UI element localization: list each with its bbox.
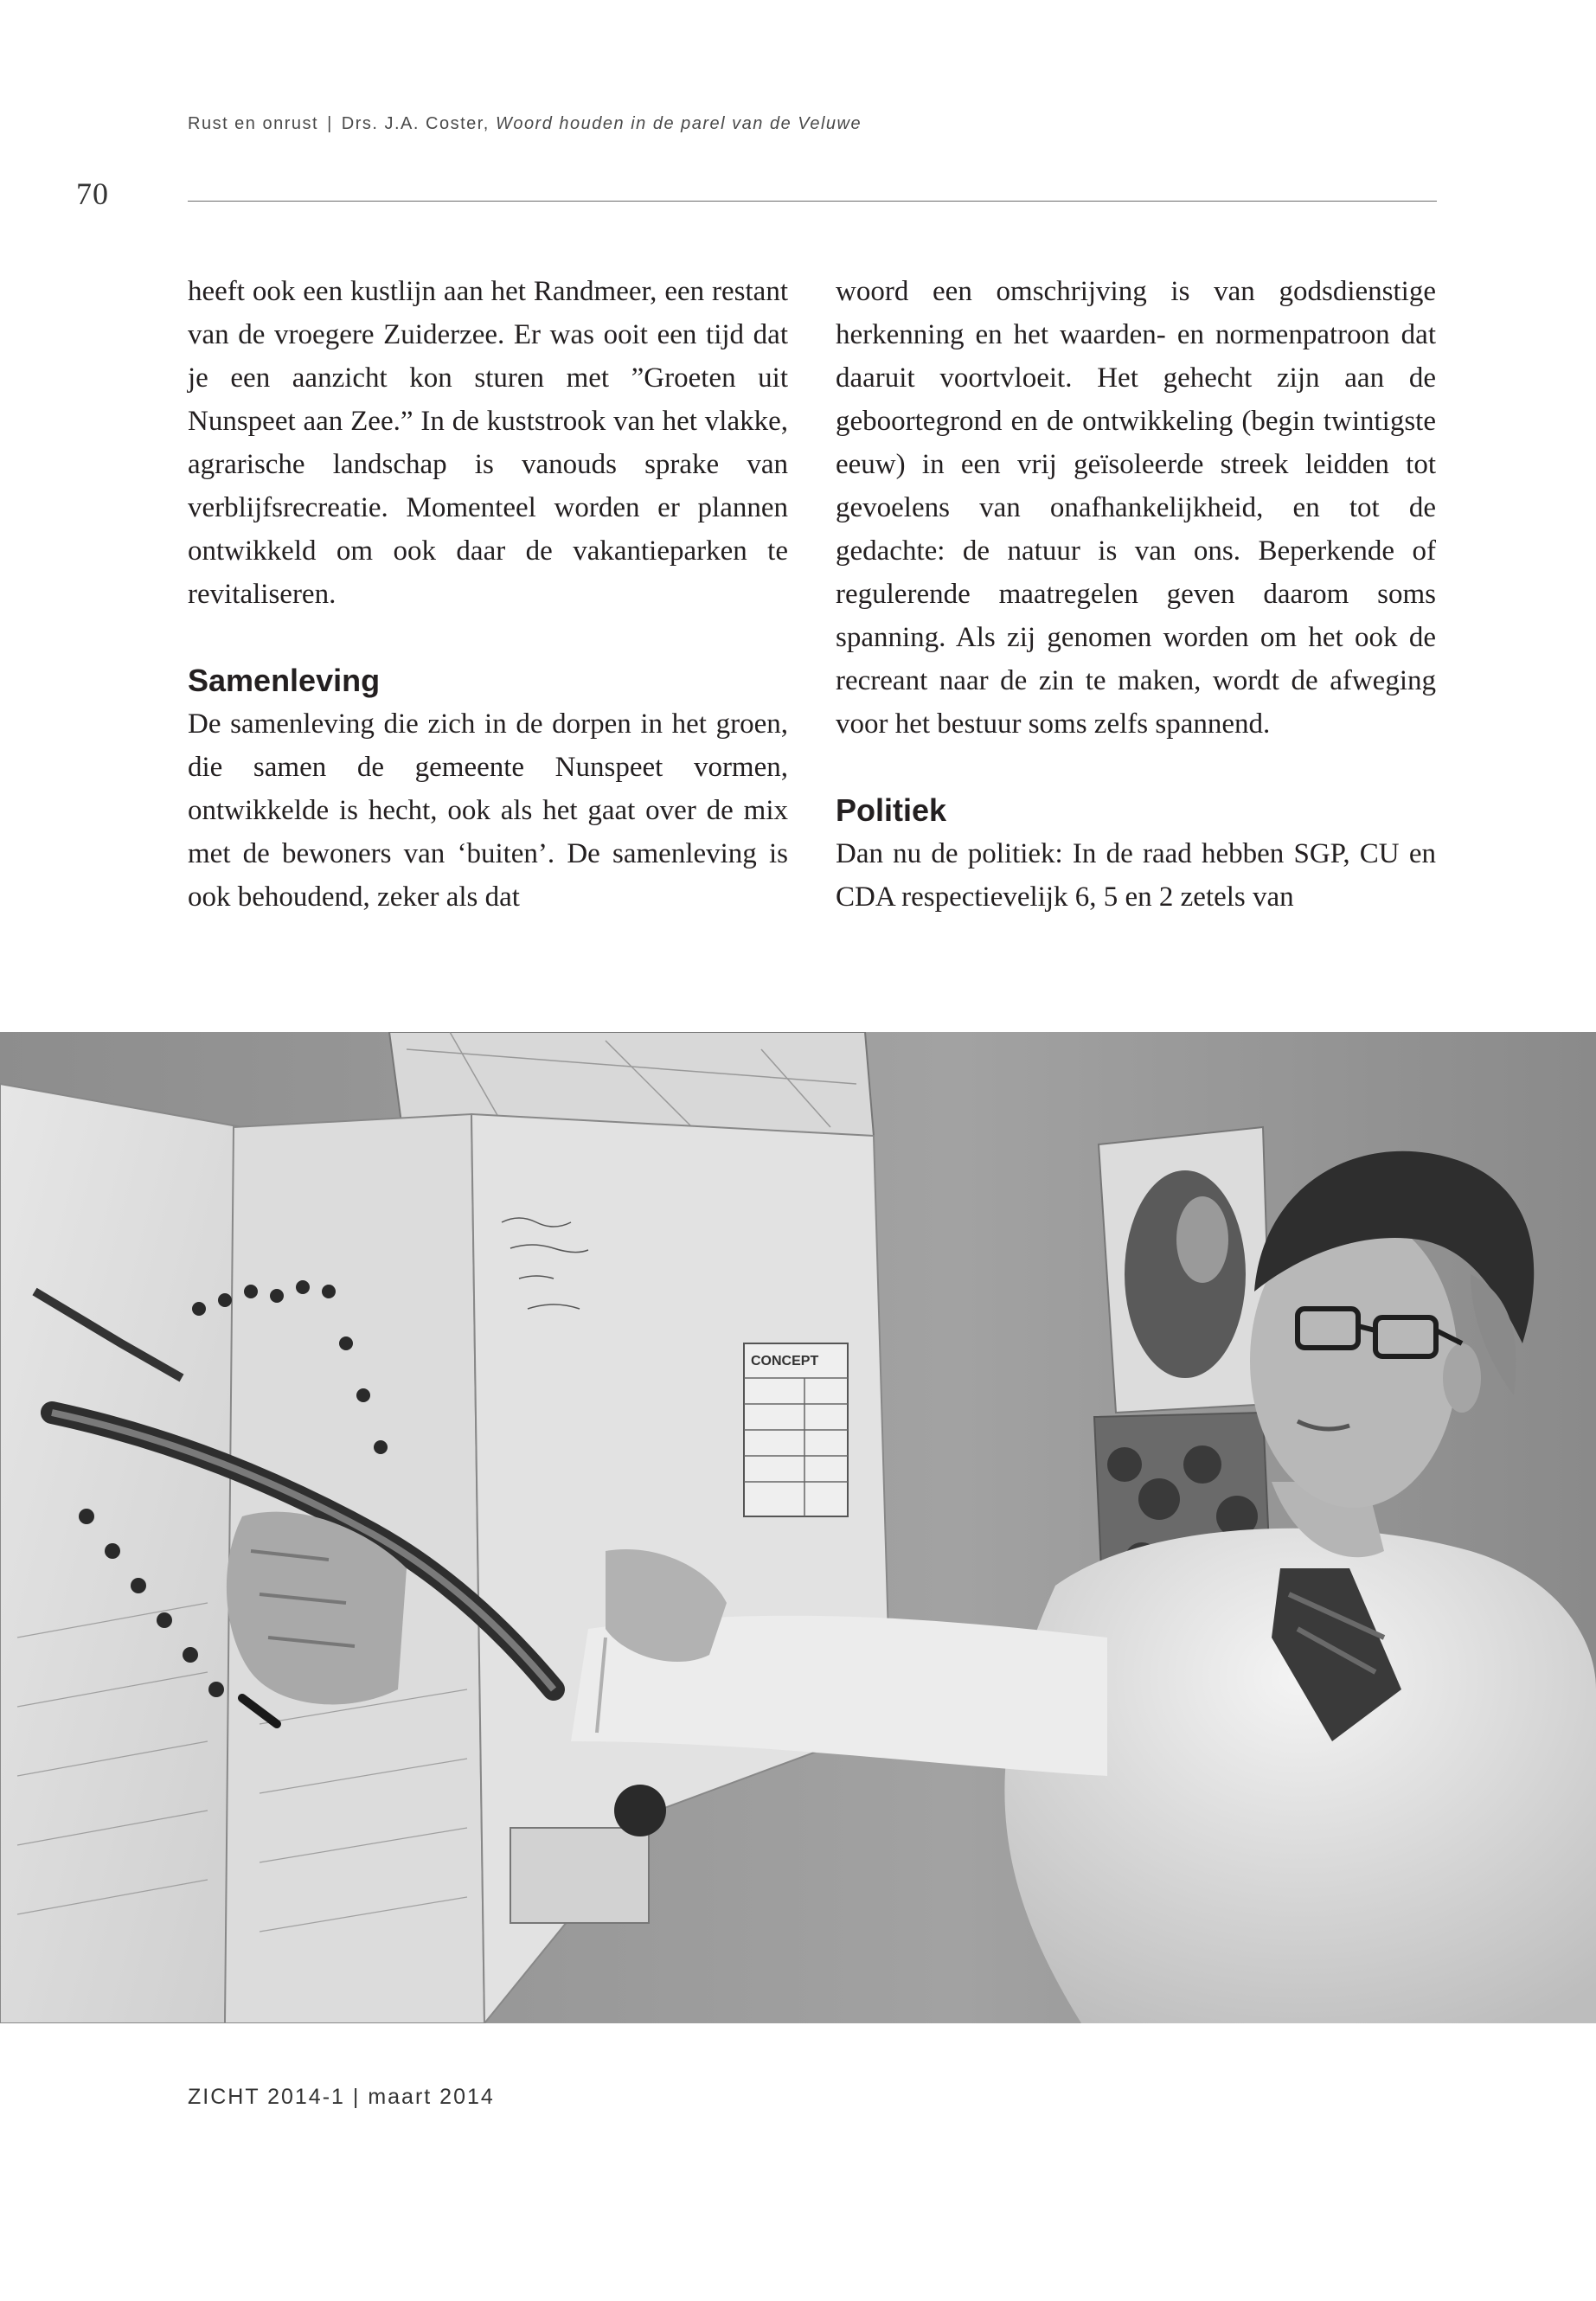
left-column: [188, 270, 788, 919]
left-paragraph-2: De samenleving die zich in de dorpen in het groen, die samen de gemeente Nunspeet vormen, ontwikkelde is hecht, ook als het gaat over de mix met de bewoners van ‘buiten’. De samenleving is ook behoudend, zeker als dat: [188, 708, 788, 913]
heading-samenleving: Samenleving: [188, 663, 381, 698]
concept-label: CONCEPT: [751, 1354, 819, 1368]
right-paragraph-2: Dan nu de politiek: In de raad hebben SGP, CU en CDA respectievelijk 6, 5 en 2 zetels van: [836, 838, 1436, 913]
running-head: [188, 114, 862, 134]
wall-print-small: [510, 1828, 649, 1923]
running-title: Rust en onrust: [188, 114, 319, 133]
right-column: [836, 270, 1436, 919]
page-number: 70: [76, 176, 109, 211]
paragraph-gap: [836, 746, 1436, 789]
left-paragraph-1: heeft ook een kustlijn aan het Randmeer, een restant van de vroegere Zuiderzee. Er was ooit een tijd dat je een aanzicht kon sturen met ”Groeten uit Nunspeet aan Zee.” In de kuststrook van het vlakke, agrarische landschap is vanouds sprake van verblijfsrecreatie. Momenteel worden er plannen ontwikkeld om ook daar de vakantieparken te revitaliseren.: [188, 276, 788, 610]
running-head-separator: |: [327, 114, 333, 133]
author-name: Drs. J.A. Coster,: [341, 114, 490, 133]
right-paragraph-1: woord een omschrijving is van godsdienstige herkenning en het waarden- en normenpatroon dat daaruit voortvloeit. Het gehecht zijn aan de geboortegrond en de ontwikkeling (begin twintigste eeuw) in een vrij geïsoleerde streek leidden tot gevoelens van onafhankelijkheid, en tot de gedachte: de natuur is van ons. Beperkende of regulerende maatregelen geven daarom soms spanning. Als zij genomen worden om het ook de recreant naar de zin te maken, wordt de afweging voor het bestuur soms zelfs spannend.: [836, 276, 1436, 740]
header-rule: [188, 201, 1437, 202]
photo-man-pointing-at-map: [0, 1032, 1596, 2023]
footer-issue: ZICHT 2014-1 | maart 2014: [188, 2085, 495, 2109]
heading-politiek: Politiek: [836, 792, 947, 828]
map-sheet-left: [0, 1084, 242, 2023]
article-title: Woord houden in de parel van de Veluwe: [495, 114, 862, 133]
paragraph-gap: [188, 616, 788, 659]
